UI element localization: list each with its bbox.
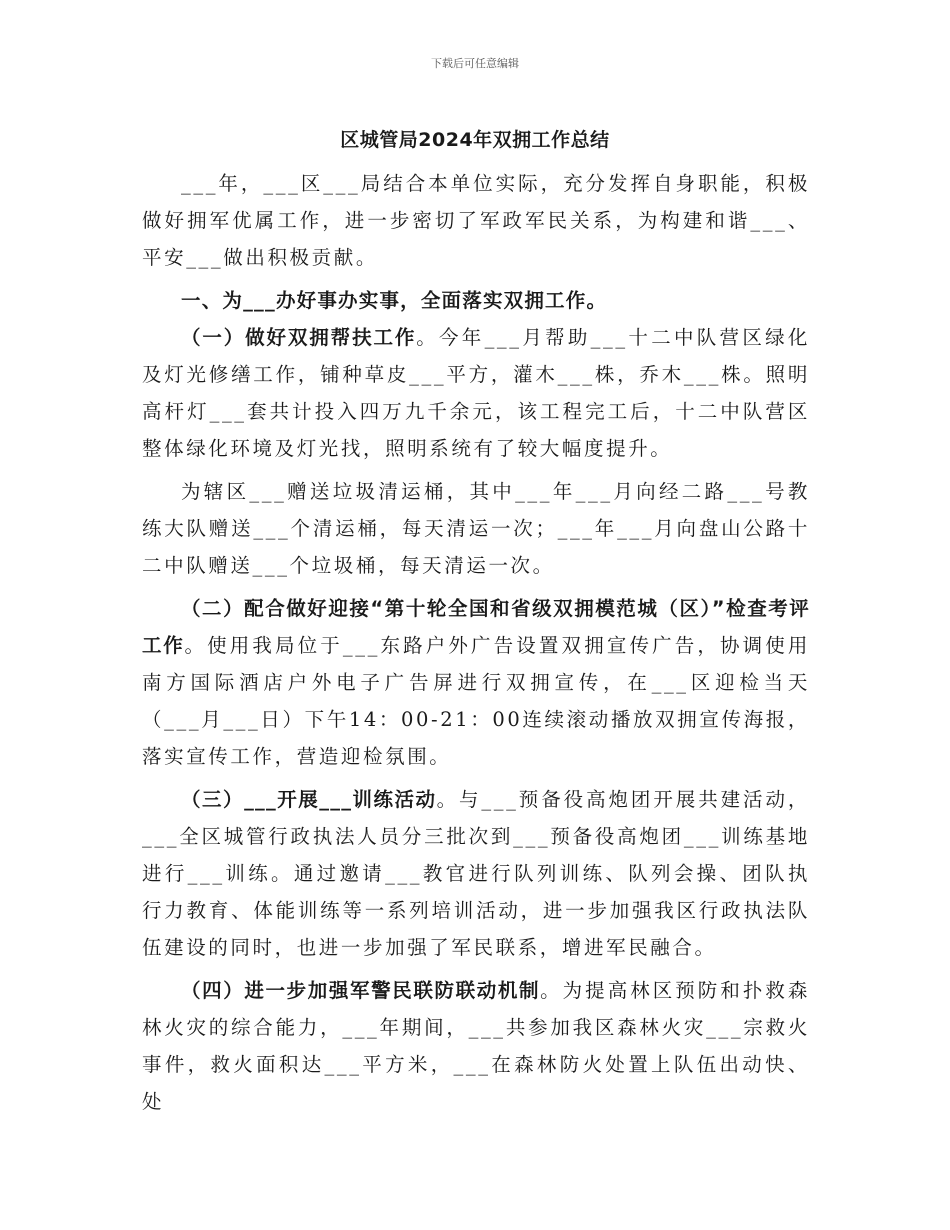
item-4-text: 。为提高林区预防和扑救森林火灾的综合能力，___年期间，___共参加我区森林火灾___宗救火事件，救火面积达___平方米，___在森林防火处置上队伍出动快、处 bbox=[142, 979, 810, 1113]
document-body bbox=[142, 165, 810, 1120]
intro-paragraph: ___年，___区___局结合本单位实际，充分发挥自身职能，积极做好拥军优属工作，进一步密切了军政军民关系，为构建和谐___、平安___做出积极贡献。 bbox=[142, 172, 810, 269]
item-1-paragraph bbox=[142, 319, 810, 467]
document-title: 区城管局2024年双拥工作总结 bbox=[340, 129, 610, 151]
item-4-paragraph bbox=[142, 972, 810, 1120]
item-3-text: 。与___预备役高炮团开展共建活动，___全区城管行政执法人员分三批次到___预备役高炮团___训练基地进行___训练。通过邀请___教官进行队列训练、队列会操、团队执行力教育、体能训练等一系列培训活动，进一步加强我区行政执法队伍建设的同时，也进一步加强了军民联系，增进军民融合。 bbox=[142, 788, 810, 959]
item-2-paragraph bbox=[142, 590, 810, 775]
item-1-heading: （一）做好双拥帮扶工作 bbox=[181, 326, 417, 349]
item-1b-paragraph: 为辖区___赠送垃圾清运桶，其中___年___月向经二路___号教练大队赠送___个清运桶，每天清运一次；___年___月向盘山公路十二中队赠送___个垃圾桶，每天清运一次。 bbox=[142, 480, 810, 577]
item-1-text: 。今年___月帮助___十二中队营区绿化及灯光修缮工作，铺种草皮___平方，灌木___株，乔木___株。照明高杆灯___套共计投入四万九千余元，该工程完工后，十二中队营区整体绿化环境及灯光找，照明系统有了较大幅度提升。 bbox=[142, 326, 810, 460]
item-4-heading: （四）进一步加强军警民联防联动机制 bbox=[181, 979, 541, 1002]
section-1-heading: 一、为___办好事办实事，全面落实双拥工作。 bbox=[181, 289, 608, 312]
item-3-paragraph bbox=[142, 781, 810, 966]
page-header-note: 下载后可任意编辑 bbox=[431, 57, 519, 70]
item-2-text: 。使用我局位于___东路户外广告设置双拥宣传广告，协调使用南方国际酒店户外电子广告屏进行双拥宣传，在___区迎检当天（___月___日）下午14：00-21：00连续滚动播放双拥宣传海报，落实宣传工作，营造迎检氛围。 bbox=[142, 634, 810, 768]
item-2-heading: （二）配合做好迎接“第十轮全国和省级双拥模范城（区）”检查考评工作 bbox=[142, 597, 810, 657]
item-3-heading: （三）___开展___训练活动 bbox=[181, 788, 437, 811]
